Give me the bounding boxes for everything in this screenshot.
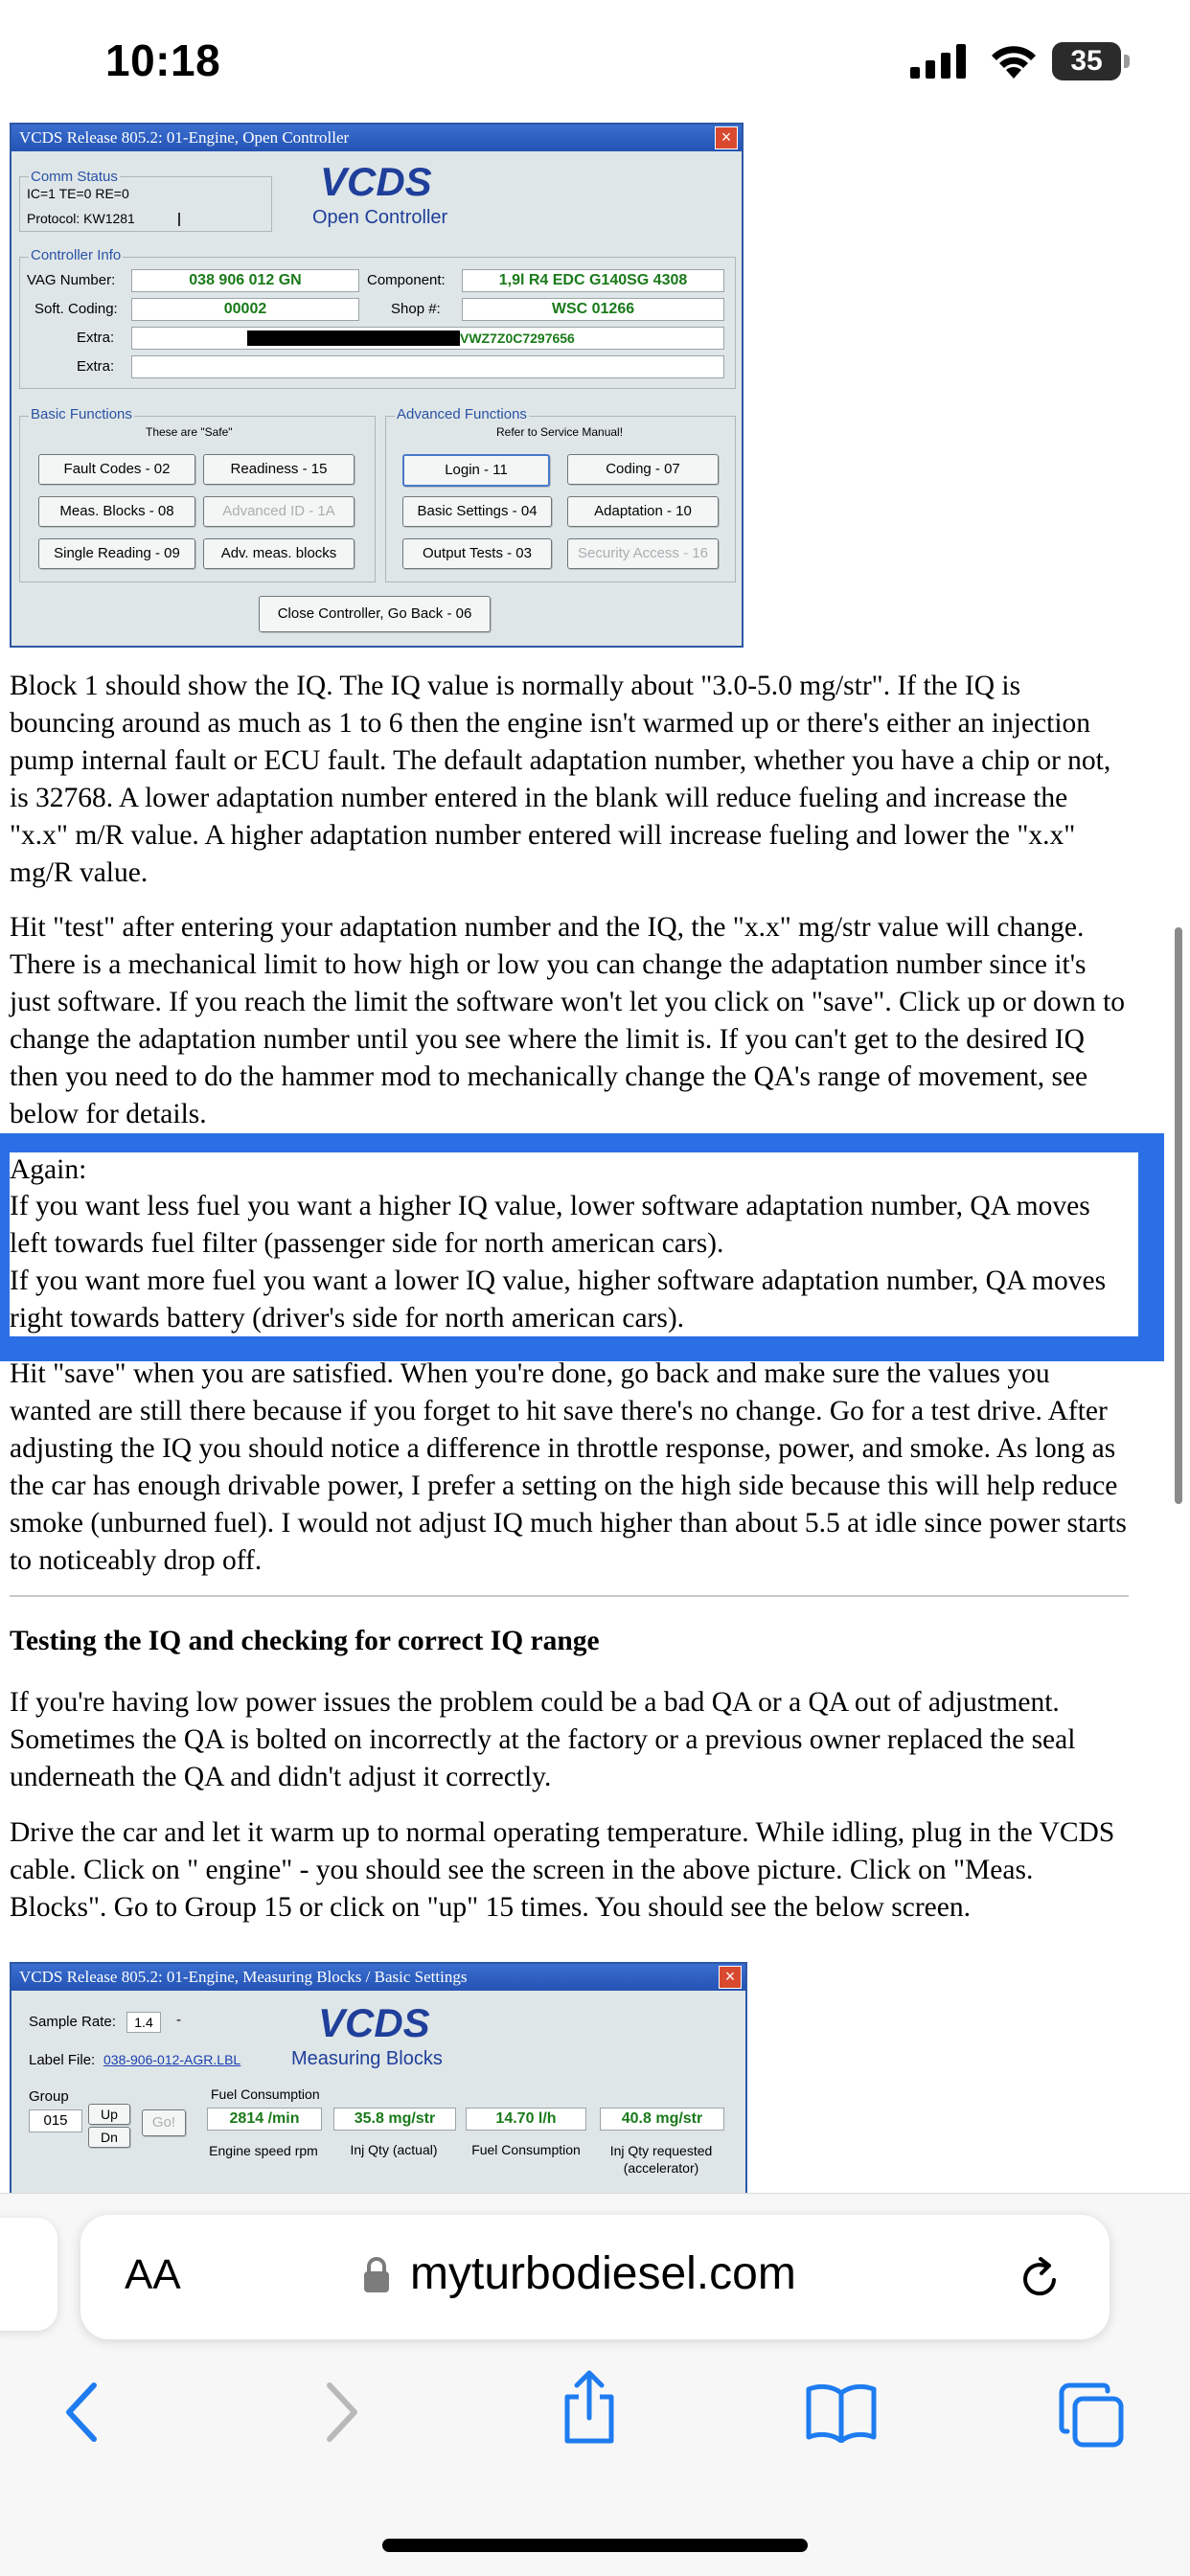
component-label: Component: [367,272,446,288]
label-inj-qty-actual: Inj Qty (actual) [350,2142,438,2157]
security-access-button: Security Access - 16 [567,538,719,569]
soft-coding-field: 00002 [131,298,359,321]
shop-label: Shop #: [391,301,441,317]
extra2-field [131,355,724,378]
close-icon: × [715,126,738,149]
section-divider [10,1595,1129,1597]
section-label: Fuel Consumption [211,2086,320,2102]
protocol-indicator [178,213,180,226]
window-titlebar [11,125,742,151]
extra-value: VWZ7Z0C7297656 [460,331,575,346]
extra2-label: Extra: [77,358,115,375]
label-file-link: 038-906-012-AGR.LBL [103,2052,241,2067]
vcds-measuring-blocks-screenshot [10,1962,747,2194]
basic-settings-button: Basic Settings - 04 [402,496,552,527]
comm-status-label: Comm Status [31,169,118,185]
paragraph-save: Hit "save" when you are satisfied. When you're done, go back and make sure the values you wanted are still there because if you forget to hit save there's no change. Go for a test drive. After adjusting the IQ you should notice a difference in throttle response, power, and smoke. As long as the car has enough drivable power, I prefer a setting on the high side because this will help reduce smoke (unburned fuel). I would not adjust IQ much higher than about 5.5 at idle since power starts to noticeably drop off. [10,1358,1127,1576]
readiness-button: Readiness - 15 [203,454,355,485]
cellular-signal-icon [910,44,970,79]
protocol-label: Protocol: KW1281 [27,211,135,226]
coding-button: Coding - 07 [567,454,719,485]
vcds-subtitle: Measuring Blocks [291,2048,443,2069]
vcds-subtitle: Open Controller [312,207,448,228]
login-button: Login - 11 [402,454,550,487]
extra-field [131,327,724,350]
section-heading: Testing the IQ and checking for correct IQ range [10,1626,600,1656]
previous-tab-preview[interactable] [0,2218,57,2331]
battery-level: 35 [1070,45,1103,77]
advanced-functions-label: Advanced Functions [397,406,527,422]
window-title: VCDS Release 805.2: 01-Engine, Open Controller [19,128,350,147]
value-inj-qty-requested: 40.8 mg/str [600,2108,724,2131]
label-inj-qty-requested: Inj Qty requested (accelerator) [609,2143,713,2176]
share-icon[interactable] [560,2370,619,2445]
label-fuel-consumption: Fuel Consumption [471,2142,581,2157]
advanced-functions-note: Refer to Service Manual! [496,425,624,439]
adv-meas-blocks-button: Adv. meas. blocks [203,538,355,569]
page-settings-button[interactable]: AA [125,2251,181,2298]
redaction-bar [247,331,460,346]
close-icon: × [719,1966,742,1989]
adaptation-button: Adaptation - 10 [567,496,719,527]
group-down-button: Dn [88,2127,130,2148]
again-more-fuel: If you want more fuel you want a lower IQ value, higher software adaptation number, QA moves right towards battery (driver's side for north american cars). [10,1265,1107,1334]
basic-functions-label: Basic Functions [31,406,132,422]
battery-icon [1052,42,1131,80]
bookmarks-icon[interactable] [805,2382,878,2443]
paragraph-drive: Drive the car and let it warm up to normal operating temperature. While idling, plug in the VCDS cable. Click on " engine" - you should see the screen in the above picture. Click on "Meas. Blocks". Go to Group 15 or click on "up" 15 times. You should see the below screen. [10,1817,1115,1923]
single-reading-button: Single Reading - 09 [38,538,195,569]
lock-icon [362,2256,391,2294]
sample-rate-dash: - [176,2012,181,2028]
sample-rate-label: Sample Rate: [29,2014,116,2030]
component-field: 1,9l R4 EDC G140SG 4308 [462,269,724,292]
forward-icon[interactable] [322,2382,360,2443]
close-controller-button: Close Controller, Go Back - 06 [259,596,491,632]
fault-codes-button: Fault Codes - 02 [38,454,195,485]
controller-info-label: Controller Info [31,247,122,263]
group-go-button: Go! [142,2109,186,2136]
basic-functions-note: These are "Safe" [146,425,233,439]
paragraph-block-1: Block 1 should show the IQ. The IQ value is normally about "3.0-5.0 mg/str". If the IQ is bouncing around as much as 1 to 6 then the engine isn't warmed up or there's either an injection pump internal fault or ECU fault. The default adaptation number, whether you have a chip or not, is 32768. A lower adaptation number entered in the blank will reduce fueling and increase the "x.x" m/R value. A higher adaptation number entered will increase fueling and lower the "x.x" mg/R value. [10,671,1111,888]
vag-number-field: 038 906 012 GN [131,269,359,292]
label-engine-speed: Engine speed rpm [209,2143,318,2158]
url-text[interactable]: myturbodiesel.com [410,2248,796,2299]
back-icon[interactable] [63,2382,102,2443]
group-label: Group [29,2088,69,2105]
again-less-fuel: If you want less fuel you want a higher IQ value, lower software adaptation number, QA moves left towards fuel filter (passenger side for north american cars). [10,1191,1090,1259]
soft-coding-label: Soft. Coding: [34,301,118,317]
value-fuel-consumption: 14.70 l/h [466,2108,586,2131]
extra-label: Extra: [77,330,115,346]
tabs-icon[interactable] [1058,2382,1125,2449]
vcds-logo: VCDS [320,159,432,204]
paragraph-test: Hit "test" after entering your adaptation number and the IQ, the "x.x" mg/str value will change. There is a mechanical limit to how high or low you can change the adaptation number since it's just software. If you reach the limit the software won't let you click on "save". Click up or down to change the adaptation number until you see where the limit is. If you can't get to the desired IQ then you need to do the hammer mod to mechanically change the QA's range of movement, see below for details. [10,912,1126,1129]
wifi-icon [987,42,1041,80]
group-up-button: Up [88,2104,130,2125]
comm-status-values: IC=1 TE=0 RE=0 [27,186,129,201]
paragraph-low-power: If you're having low power issues the problem could be a bad QA or a QA out of adjustment. Sometimes the QA is bolted on incorrectly at the factory or a previous owner replaced the seal underneath the QA and didn't adjust it correctly. [10,1687,1076,1792]
vcds-open-controller-screenshot [10,123,744,648]
advanced-id-button: Advanced ID - 1A [203,496,355,527]
label-file-label: Label File: [29,2052,96,2068]
value-engine-speed: 2814 /min [207,2108,322,2131]
sample-rate-field: 1.4 [126,2012,161,2033]
output-tests-button: Output Tests - 03 [402,538,552,569]
meas-blocks-button: Meas. Blocks - 08 [38,496,195,527]
reload-icon[interactable] [1016,2255,1064,2303]
window-title: VCDS Release 805.2: 01-Engine, Measuring Blocks / Basic Settings [19,1968,468,1986]
again-label: Again: [10,1154,87,1185]
value-inj-qty-actual: 35.8 mg/str [333,2108,456,2131]
window-titlebar [11,1964,745,1991]
vag-number-label: VAG Number: [27,272,116,288]
shop-field: WSC 01266 [462,298,724,321]
scroll-indicator[interactable] [1175,927,1182,1504]
group-field: 015 [29,2109,82,2132]
vcds-logo: VCDS [318,2000,430,2045]
clock: 10:18 [105,35,221,85]
home-indicator [382,2539,808,2552]
status-bar [0,0,1190,125]
